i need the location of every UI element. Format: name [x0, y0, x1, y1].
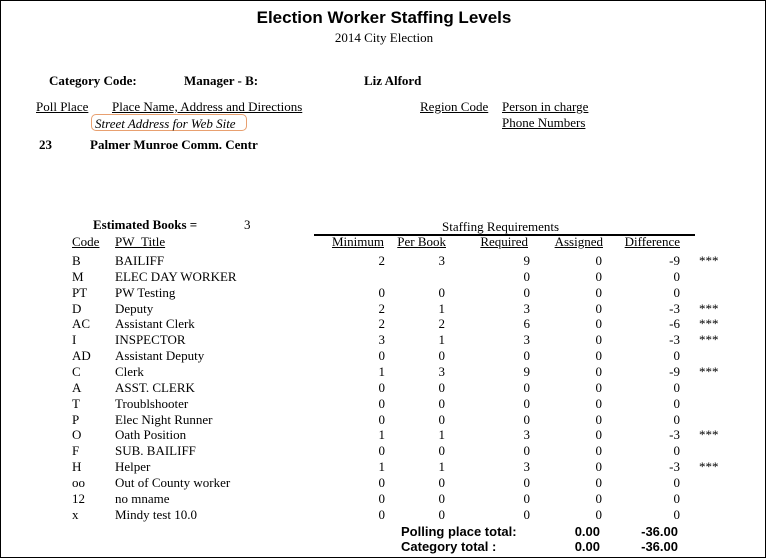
col-title: PW_Title — [115, 234, 166, 249]
row-assigned: 0 — [595, 411, 602, 427]
row-minimum: 0 — [378, 443, 385, 459]
row-title: Elec Night Runner — [115, 411, 213, 427]
row-required: 3 — [523, 459, 530, 475]
row-difference: -3 — [669, 300, 680, 316]
row-difference: 0 — [673, 490, 680, 506]
row-per-book: 0 — [438, 395, 445, 411]
row-title: Out of County worker — [115, 474, 231, 490]
row-difference: -6 — [669, 316, 680, 332]
row-title: ELEC DAY WORKER — [115, 268, 237, 284]
row-minimum: 1 — [378, 427, 385, 443]
row-per-book: 0 — [438, 490, 445, 506]
staffing-requirements-header: Staffing Requirements — [442, 219, 560, 234]
polling-total-assigned: 0.00 — [574, 524, 600, 539]
row-required: 0 — [523, 395, 530, 411]
table-row — [1, 507, 766, 523]
row-per-book: 1 — [438, 300, 445, 316]
row-per-book: 0 — [438, 474, 445, 490]
row-required: 0 — [523, 411, 530, 427]
row-per-book: 1 — [438, 332, 445, 348]
row-code: 12 — [72, 490, 85, 506]
report-subtitle: 2014 City Election — [334, 30, 434, 45]
row-minimum: 0 — [378, 411, 385, 427]
row-title: no mname — [115, 490, 170, 506]
row-difference: -3 — [669, 332, 680, 348]
row-code: P — [72, 411, 80, 427]
row-title: Assistant Deputy — [115, 348, 205, 364]
row-assigned: 0 — [595, 316, 602, 332]
row-per-book: 1 — [438, 427, 445, 443]
row-title: Oath Position — [115, 427, 187, 443]
row-title: ASST. CLERK — [115, 379, 195, 395]
polling-total-label: Polling place total: — [401, 524, 517, 539]
table-row — [1, 427, 766, 443]
row-assigned: 0 — [595, 363, 602, 379]
row-flag: *** — [699, 300, 719, 316]
table-row — [1, 269, 766, 285]
row-required: 3 — [523, 427, 530, 443]
polling-total-difference: -36.00 — [641, 524, 678, 539]
row-assigned: 0 — [595, 332, 602, 348]
row-required: 9 — [523, 253, 530, 268]
row-difference: 0 — [673, 268, 680, 284]
place-name: Palmer Munroe Comm. Centr — [90, 137, 258, 152]
place-name-header: Place Name, Address and Directions — [112, 99, 303, 114]
table-row — [1, 396, 766, 412]
row-title: PW Testing — [115, 284, 176, 300]
row-title: Assistant Clerk — [115, 316, 195, 332]
row-minimum: 0 — [378, 348, 385, 364]
row-required: 0 — [523, 379, 530, 395]
row-per-book: 0 — [438, 379, 445, 395]
row-required: 0 — [523, 443, 530, 459]
row-title: Troublshooter — [115, 395, 189, 411]
col-minimum: Minimum — [331, 234, 384, 249]
row-code: x — [72, 506, 79, 522]
table-row — [1, 301, 766, 317]
row-assigned: 0 — [595, 348, 602, 364]
table-row — [1, 332, 766, 348]
row-title: Helper — [115, 459, 151, 475]
row-code: AD — [72, 348, 91, 364]
row-title: Mindy test 10.0 — [115, 506, 197, 522]
row-per-book: 0 — [438, 284, 445, 300]
row-difference: 0 — [673, 506, 680, 522]
row-required: 3 — [523, 300, 530, 316]
row-flag: *** — [699, 427, 719, 443]
row-minimum: 2 — [378, 300, 385, 316]
row-assigned: 0 — [595, 443, 602, 459]
poll-place-header: Poll Place — [36, 99, 89, 114]
row-title: BAILIFF — [115, 253, 165, 268]
row-difference: -3 — [669, 427, 680, 443]
row-minimum: 0 — [378, 379, 385, 395]
row-required: 0 — [523, 506, 530, 522]
row-required: 0 — [523, 348, 530, 364]
category-total-difference: -36.00 — [641, 539, 678, 554]
person-in-charge-header: Person in charge — [502, 99, 589, 114]
row-minimum: 1 — [378, 459, 385, 475]
row-assigned: 0 — [595, 506, 602, 522]
table-row — [1, 364, 766, 380]
row-required: 9 — [523, 363, 530, 379]
category-code-label: Category Code: — [49, 73, 137, 88]
row-assigned: 0 — [595, 253, 602, 268]
row-per-book: 1 — [438, 459, 445, 475]
row-difference: 0 — [673, 395, 680, 411]
col-per-book: Per Book — [397, 234, 446, 249]
row-difference: 0 — [673, 474, 680, 490]
row-flag: *** — [699, 253, 719, 268]
report-title: Election Worker Staffing Levels — [256, 8, 512, 27]
row-required: 0 — [523, 490, 530, 506]
row-per-book: 0 — [438, 411, 445, 427]
col-code: Code — [72, 234, 100, 249]
estimated-books-label: Estimated Books = — [93, 217, 198, 232]
row-minimum: 0 — [378, 506, 385, 522]
col-required: Required — [480, 234, 528, 249]
row-difference: 0 — [673, 379, 680, 395]
row-flag: *** — [699, 332, 719, 348]
row-title: INSPECTOR — [115, 332, 186, 348]
table-header-row — [1, 234, 766, 250]
row-difference: 0 — [673, 411, 680, 427]
row-code: C — [72, 363, 81, 379]
row-minimum: 0 — [378, 395, 385, 411]
row-assigned: 0 — [595, 427, 602, 443]
row-difference: 0 — [673, 348, 680, 364]
table-row — [1, 459, 766, 475]
row-code: F — [72, 443, 80, 459]
place-number: 23 — [39, 137, 52, 152]
table-row — [1, 380, 766, 396]
row-difference: -3 — [669, 459, 680, 475]
row-per-book: 2 — [438, 316, 445, 332]
row-assigned: 0 — [595, 268, 602, 284]
row-required: 0 — [523, 284, 530, 300]
table-row — [1, 443, 766, 459]
table-row — [1, 348, 766, 364]
phone-numbers-header: Phone Numbers — [502, 115, 586, 130]
col-assigned: Assigned — [554, 234, 603, 249]
table-row — [1, 412, 766, 428]
row-code: A — [72, 379, 82, 395]
row-code: PT — [72, 284, 88, 300]
row-flag: *** — [699, 363, 719, 379]
row-assigned: 0 — [595, 459, 602, 475]
row-code: O — [72, 427, 82, 443]
row-required: 6 — [523, 316, 530, 332]
category-total-assigned: 0.00 — [574, 539, 600, 554]
col-difference: Difference — [624, 234, 680, 249]
table-row — [1, 285, 766, 301]
row-minimum: 1 — [378, 363, 385, 379]
row-title: Clerk — [115, 363, 144, 379]
row-title: SUB. BAILIFF — [115, 443, 196, 459]
row-assigned: 0 — [595, 395, 602, 411]
row-assigned: 0 — [595, 300, 602, 316]
row-code: B — [72, 253, 81, 268]
category-total-label: Category total : — [401, 539, 497, 554]
row-required: 3 — [523, 332, 530, 348]
row-code: M — [72, 268, 84, 284]
row-per-book: 0 — [438, 506, 445, 522]
manager-name: Liz Alford — [364, 73, 422, 88]
row-required: 0 — [523, 268, 530, 284]
region-code-header: Region Code — [420, 99, 489, 114]
row-code: AC — [72, 316, 91, 332]
estimated-books-value: 3 — [244, 217, 251, 232]
row-minimum: 0 — [378, 474, 385, 490]
row-minimum: 0 — [378, 284, 385, 300]
row-title: Deputy — [115, 300, 154, 316]
row-per-book: 3 — [438, 253, 445, 268]
row-assigned: 0 — [595, 490, 602, 506]
row-per-book: 3 — [438, 363, 445, 379]
manager-label: Manager - B: — [184, 73, 259, 88]
row-difference: -9 — [669, 253, 680, 268]
row-code: oo — [72, 474, 85, 490]
row-per-book: 0 — [438, 443, 445, 459]
row-flag: *** — [699, 459, 719, 475]
row-assigned: 0 — [595, 379, 602, 395]
row-difference: -9 — [669, 363, 680, 379]
table-row — [1, 491, 766, 507]
street-address-field[interactable]: Street Address for Web Site — [91, 114, 247, 131]
row-required: 0 — [523, 474, 530, 490]
row-minimum: 2 — [378, 253, 385, 268]
row-assigned: 0 — [595, 284, 602, 300]
row-code: H — [72, 459, 82, 475]
row-minimum: 3 — [378, 332, 385, 348]
table-row — [1, 475, 766, 491]
row-code: I — [72, 332, 77, 348]
row-assigned: 0 — [595, 474, 602, 490]
row-difference: 0 — [673, 284, 680, 300]
row-code: T — [72, 395, 80, 411]
row-code: D — [72, 300, 82, 316]
row-minimum: 0 — [378, 490, 385, 506]
row-minimum: 2 — [378, 316, 385, 332]
row-per-book: 0 — [438, 348, 445, 364]
row-flag: *** — [699, 316, 719, 332]
row-difference: 0 — [673, 443, 680, 459]
table-row — [1, 316, 766, 332]
table-row — [1, 253, 766, 269]
